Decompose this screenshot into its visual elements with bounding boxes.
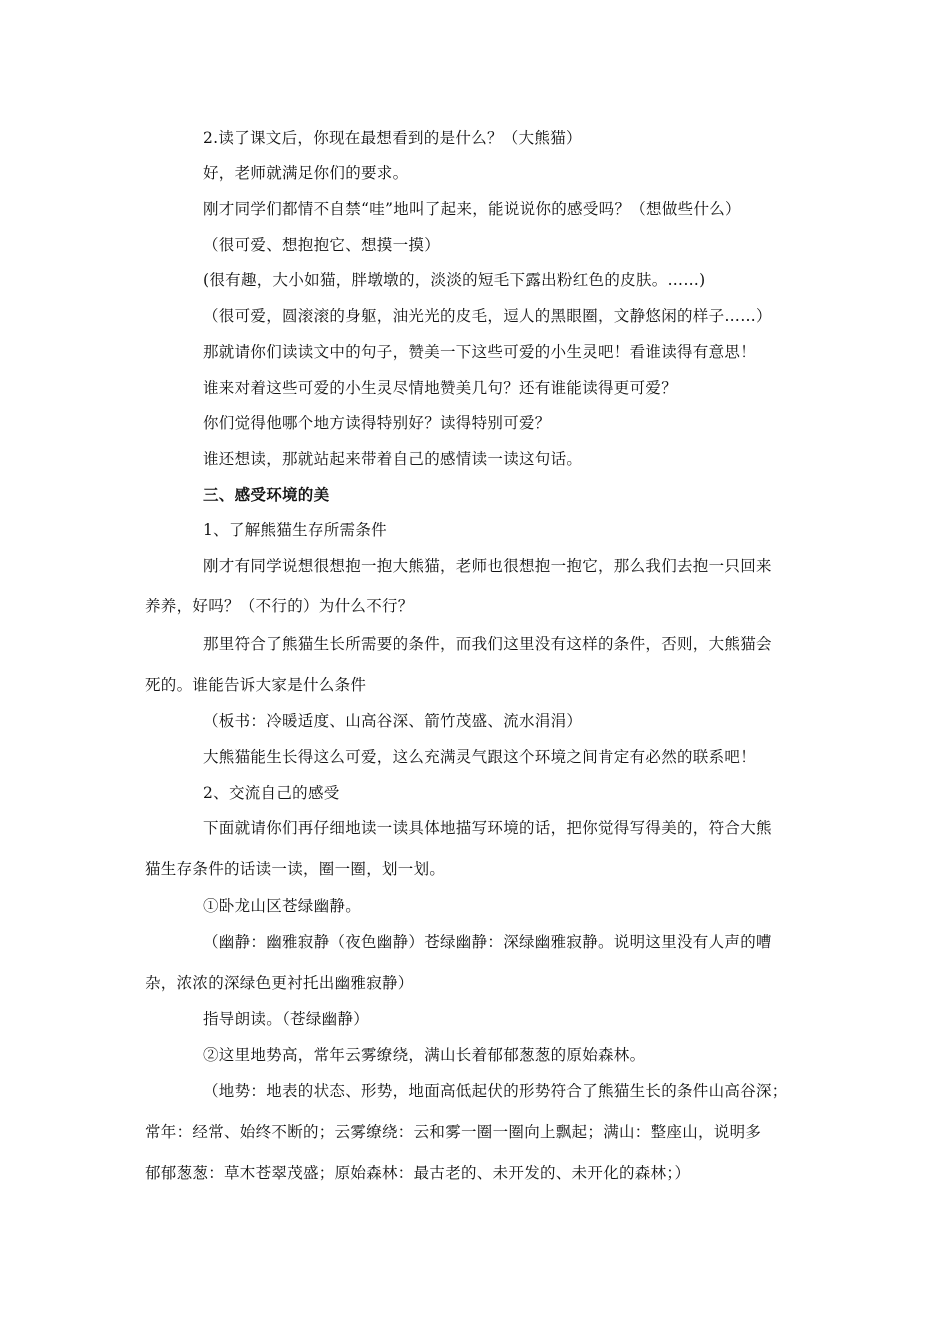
paragraph-line: 那里符合了熊猫生长所需要的条件，而我们这里没有这样的条件，否则，大熊猫会 xyxy=(203,635,772,653)
paragraph-line: 下面就请你们再仔细地读一读具体地描写环境的话，把你觉得写得美的，符合大熊 xyxy=(203,819,772,837)
paragraph-line: 指导朗读。（苍绿幽静） xyxy=(203,1010,370,1028)
paragraph-line: 2.读了课文后，你现在最想看到的是什么？（大熊猫） xyxy=(203,129,582,147)
paragraph-line: (很有趣，大小如猫，胖墩墩的，淡淡的短毛下露出粉红色的皮肤。……) xyxy=(203,271,706,289)
paragraph-line: 郁郁葱葱：草木苍翠茂盛；原始森林：最古老的、未开发的、未开化的森林；） xyxy=(145,1164,691,1182)
paragraph-line: 常年：经常、始终不断的；云雾缭绕：云和雾一圈一圈向上飘起；满山：整座山，说明多 xyxy=(145,1123,762,1141)
section-heading: 三、感受环境的美 xyxy=(203,486,330,504)
paragraph-line: ②这里地势高，常年云雾缭绕，满山长着郁郁葱葱的原始森林。 xyxy=(203,1046,646,1064)
subsection-heading: 2、交流自己的感受 xyxy=(203,784,340,802)
paragraph-line: 杂，浓浓的深绿色更衬托出幽雅寂静） xyxy=(145,974,414,992)
paragraph-line: 那就请你们读读文中的句子，赞美一下这些可爱的小生灵吧！看谁读得有意思！ xyxy=(203,343,757,361)
paragraph-line: 大熊猫能生长得这么可爱，这么充满灵气跟这个环境之间肯定有必然的联系吧！ xyxy=(203,748,757,766)
paragraph-line: （地势：地表的状态、形势，地面高低起伏的形势符合了熊猫生长的条件山高谷深； xyxy=(203,1082,788,1100)
paragraph-line: 好，老师就满足你们的要求。 xyxy=(203,164,409,182)
paragraph-line: 猫生存条件的话读一读，圈一圈，划一划。 xyxy=(145,860,446,878)
paragraph-line: ①卧龙山区苍绿幽静。 xyxy=(203,897,362,915)
paragraph-line: 你们觉得他哪个地方读得特别好？读得特别可爱？ xyxy=(203,414,551,432)
paragraph-line: 养养，好吗？（不行的）为什么不行？ xyxy=(145,597,414,615)
paragraph-line: （很可爱、想抱抱它、想摸一摸） xyxy=(203,236,441,254)
paragraph-line: 刚才有同学说想很想抱一抱大熊猫，老师也很想抱一抱它，那么我们去抱一只回来 xyxy=(203,557,772,575)
paragraph-line: 谁还想读，那就站起来带着自己的感情读一读这句话。 xyxy=(203,450,583,468)
paragraph-line: 死的。谁能告诉大家是什么条件 xyxy=(145,676,367,694)
paragraph-line: 刚才同学们都情不自禁“哇”地叫了起来，能说说你的感受吗？（想做些什么） xyxy=(203,200,741,218)
blackboard-note: （板书：冷暖适度、山高谷深、箭竹茂盛、流水涓涓） xyxy=(203,712,583,730)
paragraph-line: （很可爱，圆滚滚的身躯，油光光的皮毛，逗人的黑眼圈，文静悠闲的样子……） xyxy=(203,307,772,325)
subsection-heading: 1、了解熊猫生存所需条件 xyxy=(203,521,387,539)
paragraph-line: 谁来对着这些可爱的小生灵尽情地赞美几句？还有谁能读得更可爱？ xyxy=(203,379,678,397)
paragraph-line: （幽静：幽雅寂静（夜色幽静）苍绿幽静：深绿幽雅寂静。说明这里没有人声的嘈 xyxy=(203,933,772,951)
